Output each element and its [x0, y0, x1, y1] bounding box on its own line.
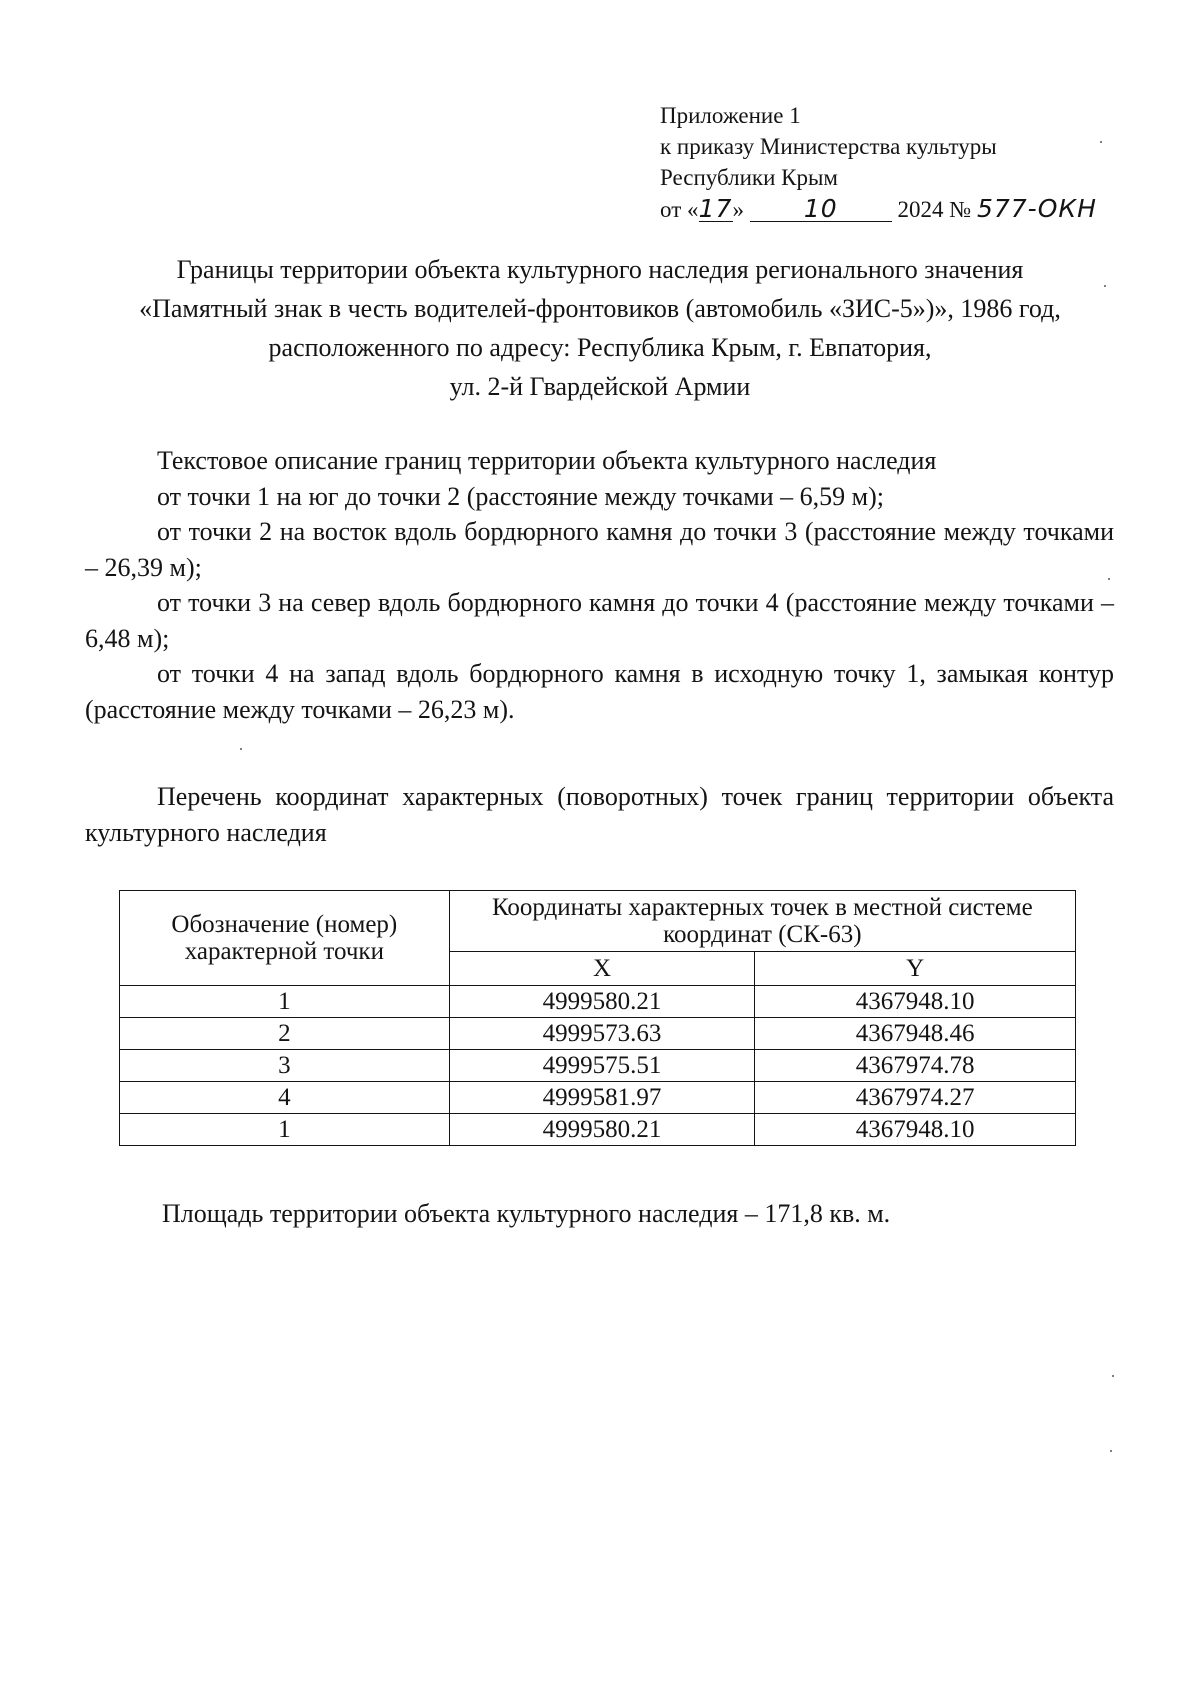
cell-point: 1: [120, 1114, 450, 1146]
scan-speck: [240, 748, 242, 750]
document-title: [80, 250, 1120, 406]
table-row: [120, 1082, 1076, 1114]
description-paragraph-2: от точки 2 на восток вдоль бордюрного камня до точки 3 (расстояние между точками – 26,39 м);: [85, 517, 1114, 582]
appendix-line-3: Республики Крым: [660, 165, 838, 190]
year-prefix: 2024 №: [897, 197, 972, 222]
table-header-row: [120, 891, 1076, 952]
territory-area: Площадь территории объекта культурного наследия – 171,8 кв. м.: [162, 1199, 891, 1228]
coordinates-list-heading: [85, 779, 1114, 850]
appendix-header: [660, 100, 1097, 225]
appendix-line-2: к приказу Министерства культуры: [660, 134, 997, 159]
list-heading-text: Перечень координат характерных (поворотных) точек границ территории объекта культурного наследия: [85, 782, 1114, 847]
header-y: Y: [755, 952, 1076, 986]
cell-point: 4: [120, 1082, 450, 1114]
date-month: 10: [750, 197, 892, 222]
cell-y: 4367974.27: [755, 1082, 1076, 1114]
title-line-3: расположенного по адресу: Республика Крым, г. Евпатория,: [268, 333, 932, 362]
description-paragraph-3: от точки 3 на север вдоль бордюрного камня до точки 4 (расстояние между точками – 6,48 м);: [85, 588, 1114, 653]
cell-x: 4999580.21: [449, 1114, 755, 1146]
description-heading: Текстовое описание границ территории объекта культурного наследия: [157, 446, 937, 475]
description-paragraph-1: от точки 1 на юг до точки 2 (расстояние между точками – 6,59 м);: [157, 481, 884, 511]
order-number: 577-ОКН: [976, 194, 1097, 223]
header-point-designation: Обозначение (номер) характерной точки: [120, 891, 450, 986]
cell-y: 4367974.78: [755, 1050, 1076, 1082]
coordinates-table: [119, 890, 1076, 1146]
scan-speck: [1112, 1375, 1114, 1377]
header-coordinates: Координаты характерных точек в местной системе координат (СК-63): [449, 891, 1075, 952]
table-row: [120, 1050, 1076, 1082]
title-line-1: Границы территории объекта культурного наследия регионального значения: [176, 255, 1024, 284]
title-line-2: «Памятный знак в честь водителей-фронтовиков (автомобиль «ЗИС-5»)», 1986 год,: [139, 294, 1061, 323]
scan-speck: [1104, 285, 1106, 287]
scan-speck: [1100, 141, 1102, 143]
cell-point: 1: [120, 986, 450, 1018]
cell-y: 4367948.10: [755, 1114, 1076, 1146]
boundary-description: [85, 443, 1114, 727]
date-day: 17: [698, 194, 733, 223]
description-paragraph-4: от точки 4 на запад вдоль бордюрного камня в исходную точку 1, замыкая контур (расстояние между точками – 26,23 м).: [85, 659, 1114, 724]
table-row: [120, 1018, 1076, 1050]
cell-point: 3: [120, 1050, 450, 1082]
title-line-4: ул. 2-й Гвардейской Армии: [449, 372, 751, 401]
cell-x: 4999575.51: [449, 1050, 755, 1082]
date-prefix: от «: [660, 197, 699, 222]
scan-speck: [1110, 1450, 1112, 1452]
appendix-date-line: [660, 193, 1097, 225]
table-row: [120, 1114, 1076, 1146]
cell-point: 2: [120, 1018, 450, 1050]
appendix-line-1: Приложение 1: [660, 103, 801, 128]
table-row: [120, 986, 1076, 1018]
date-day-suffix: »: [732, 197, 744, 222]
scan-speck: [1108, 578, 1110, 580]
cell-x: 4999580.21: [449, 986, 755, 1018]
header-x: X: [449, 952, 755, 986]
cell-x: 4999573.63: [449, 1018, 755, 1050]
cell-x: 4999581.97: [449, 1082, 755, 1114]
cell-y: 4367948.10: [755, 986, 1076, 1018]
cell-y: 4367948.46: [755, 1018, 1076, 1050]
